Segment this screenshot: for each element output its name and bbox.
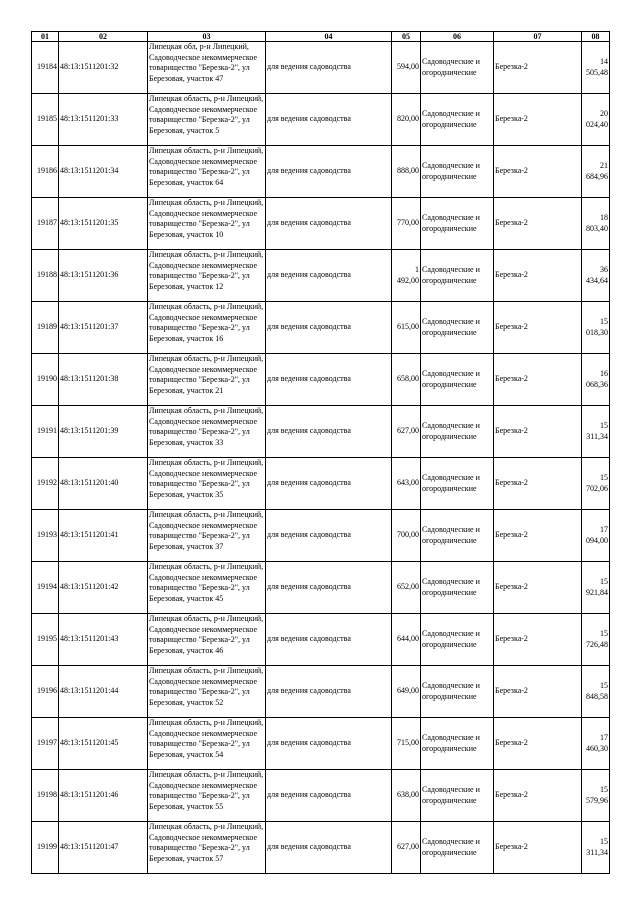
address-text: Липецкая область, р-н Липецкий, Садоводческое некоммерческое товарищество "Березка-2", ул Березовая, участок 52 bbox=[149, 666, 264, 707]
address-text: Липецкая область, р-н Липецкий, Садоводческое некоммерческое товарищество "Березка-2", ул Березовая, участок 64 bbox=[149, 146, 264, 187]
column-header: 08 bbox=[582, 32, 610, 42]
address-cell bbox=[148, 666, 266, 718]
area-cell: 638,00 bbox=[392, 770, 421, 822]
area-cell: 658,00 bbox=[392, 354, 421, 406]
table-row bbox=[32, 198, 610, 250]
category-cell: Садоводческие и огороднические bbox=[421, 770, 494, 822]
row-number-cell: 19196 bbox=[32, 666, 59, 718]
area-cell: 1 492,00 bbox=[392, 250, 421, 302]
partnership-name-cell: Березка-2 bbox=[494, 198, 582, 250]
partnership-name-cell: Березка-2 bbox=[494, 770, 582, 822]
land-use-cell: для ведения садоводства bbox=[266, 458, 392, 510]
table-row bbox=[32, 250, 610, 302]
cadastral-value-cell: 15 579,96 bbox=[582, 770, 610, 822]
cadastral-value-cell: 15 848,58 bbox=[582, 666, 610, 718]
row-number-cell: 19192 bbox=[32, 458, 59, 510]
land-use-cell: для ведения садоводства bbox=[266, 354, 392, 406]
area-cell: 615,00 bbox=[392, 302, 421, 354]
partnership-name-cell: Березка-2 bbox=[494, 406, 582, 458]
cadastral-number-cell: 48:13:1511201:40 bbox=[59, 458, 148, 510]
address-cell bbox=[148, 42, 266, 94]
cadastral-value-cell: 15 018,30 bbox=[582, 302, 610, 354]
cadastral-number-cell: 48:13:1511201:35 bbox=[59, 198, 148, 250]
cadastral-number-cell: 48:13:1511201:46 bbox=[59, 770, 148, 822]
table-body bbox=[32, 42, 610, 874]
land-use-cell: для ведения садоводства bbox=[266, 614, 392, 666]
address-text: Липецкая область, р-н Липецкий, Садоводческое некоммерческое товарищество "Березка-2", ул Березовая, участок 46 bbox=[149, 614, 264, 655]
cadastral-value-cell: 36 434,64 bbox=[582, 250, 610, 302]
row-number-cell: 19194 bbox=[32, 562, 59, 614]
category-cell: Садоводческие и огороднические bbox=[421, 146, 494, 198]
cadastral-value-cell: 17 460,30 bbox=[582, 718, 610, 770]
row-number-cell: 19185 bbox=[32, 94, 59, 146]
land-use-cell: для ведения садоводства bbox=[266, 42, 392, 94]
address-cell bbox=[148, 302, 266, 354]
table-row bbox=[32, 94, 610, 146]
address-cell bbox=[148, 94, 266, 146]
land-use-cell: для ведения садоводства bbox=[266, 510, 392, 562]
table-row bbox=[32, 770, 610, 822]
partnership-name-cell: Березка-2 bbox=[494, 458, 582, 510]
row-number-cell: 19188 bbox=[32, 250, 59, 302]
partnership-name-cell: Березка-2 bbox=[494, 94, 582, 146]
cadastral-number-cell: 48:13:1511201:44 bbox=[59, 666, 148, 718]
row-number-cell: 19197 bbox=[32, 718, 59, 770]
address-text: Липецкая область, р-н Липецкий, Садоводческое некоммерческое товарищество "Березка-2", ул Березовая, участок 54 bbox=[149, 718, 264, 759]
row-number-cell: 19190 bbox=[32, 354, 59, 406]
category-cell: Садоводческие и огороднические bbox=[421, 94, 494, 146]
category-cell: Садоводческие и огороднические bbox=[421, 458, 494, 510]
cadastral-number-cell: 48:13:1511201:38 bbox=[59, 354, 148, 406]
address-cell bbox=[148, 146, 266, 198]
area-cell: 770,00 bbox=[392, 198, 421, 250]
cadastral-value-cell: 15 726,48 bbox=[582, 614, 610, 666]
cadastral-number-cell: 48:13:1511201:36 bbox=[59, 250, 148, 302]
partnership-name-cell: Березка-2 bbox=[494, 718, 582, 770]
cadastral-value-cell: 18 803,40 bbox=[582, 198, 610, 250]
area-cell: 627,00 bbox=[392, 406, 421, 458]
partnership-name-cell: Березка-2 bbox=[494, 614, 582, 666]
area-cell: 888,00 bbox=[392, 146, 421, 198]
address-cell bbox=[148, 458, 266, 510]
cadastral-value-cell: 15 702,06 bbox=[582, 458, 610, 510]
area-cell: 700,00 bbox=[392, 510, 421, 562]
row-number-cell: 19198 bbox=[32, 770, 59, 822]
partnership-name-cell: Березка-2 bbox=[494, 510, 582, 562]
category-cell: Садоводческие и огороднические bbox=[421, 614, 494, 666]
land-use-cell: для ведения садоводства bbox=[266, 770, 392, 822]
table-row bbox=[32, 614, 610, 666]
category-cell: Садоводческие и огороднические bbox=[421, 198, 494, 250]
cadastral-value-cell: 21 684,96 bbox=[582, 146, 610, 198]
table-row bbox=[32, 458, 610, 510]
land-use-cell: для ведения садоводства bbox=[266, 198, 392, 250]
partnership-name-cell: Березка-2 bbox=[494, 302, 582, 354]
address-text: Липецкая область, р-н Липецкий, Садоводческое некоммерческое товарищество "Березка-2", ул Березовая, участок 35 bbox=[149, 458, 264, 499]
table-row bbox=[32, 354, 610, 406]
address-text: Липецкая область, р-н Липецкий, Садоводческое некоммерческое товарищество "Березка-2", ул Березовая, участок 37 bbox=[149, 510, 264, 551]
column-header: 02 bbox=[59, 32, 148, 42]
land-use-cell: для ведения садоводства bbox=[266, 406, 392, 458]
column-header: 01 bbox=[32, 32, 59, 42]
area-cell: 715,00 bbox=[392, 718, 421, 770]
land-use-cell: для ведения садоводства bbox=[266, 250, 392, 302]
category-cell: Садоводческие и огороднические bbox=[421, 666, 494, 718]
category-cell: Садоводческие и огороднические bbox=[421, 510, 494, 562]
partnership-name-cell: Березка-2 bbox=[494, 562, 582, 614]
column-header: 07 bbox=[494, 32, 582, 42]
category-cell: Садоводческие и огороднические bbox=[421, 406, 494, 458]
address-text: Липецкая область, р-н Липецкий, Садоводческое некоммерческое товарищество "Березка-2", ул Березовая, участок 5 bbox=[149, 94, 264, 135]
address-text: Липецкая область, р-н Липецкий, Садоводческое некоммерческое товарищество "Березка-2", ул Березовая, участок 21 bbox=[149, 354, 264, 395]
address-text: Липецкая область, р-н Липецкий, Садоводческое некоммерческое товарищество "Березка-2", ул Березовая, участок 55 bbox=[149, 770, 264, 811]
address-text: Липецкая область, р-н Липецкий, Садоводческое некоммерческое товарищество "Березка-2", ул Березовая, участок 45 bbox=[149, 562, 264, 603]
land-use-cell: для ведения садоводства bbox=[266, 718, 392, 770]
cadastral-value-cell: 17 094,00 bbox=[582, 510, 610, 562]
cadastral-number-cell: 48:13:1511201:32 bbox=[59, 42, 148, 94]
cadastral-number-cell: 48:13:1511201:34 bbox=[59, 146, 148, 198]
cadastral-value-cell: 15 921,84 bbox=[582, 562, 610, 614]
column-header: 05 bbox=[392, 32, 421, 42]
table-row bbox=[32, 562, 610, 614]
address-text: Липецкая обл, р-н Липецкий, Садоводческое некоммерческое товарищество "Березка-2", ул Березовая, участок 47 bbox=[149, 42, 258, 83]
table-row bbox=[32, 718, 610, 770]
table-row bbox=[32, 42, 610, 94]
address-cell bbox=[148, 770, 266, 822]
table-row bbox=[32, 146, 610, 198]
land-use-cell: для ведения садоводства bbox=[266, 94, 392, 146]
row-number-cell: 19191 bbox=[32, 406, 59, 458]
cadastral-value-cell: 14 505,48 bbox=[582, 42, 610, 94]
cadastral-number-cell: 48:13:1511201:43 bbox=[59, 614, 148, 666]
address-cell bbox=[148, 822, 266, 874]
address-cell bbox=[148, 562, 266, 614]
address-text: Липецкая область, р-н Липецкий, Садоводческое некоммерческое товарищество "Березка-2", ул Березовая, участок 57 bbox=[149, 822, 264, 863]
area-cell: 644,00 bbox=[392, 614, 421, 666]
category-cell: Садоводческие и огороднические bbox=[421, 250, 494, 302]
cadastral-number-cell: 48:13:1511201:41 bbox=[59, 510, 148, 562]
category-cell: Садоводческие и огороднические bbox=[421, 42, 494, 94]
row-number-cell: 19184 bbox=[32, 42, 59, 94]
address-cell bbox=[148, 718, 266, 770]
table-row bbox=[32, 822, 610, 874]
column-header: 04 bbox=[266, 32, 392, 42]
land-use-cell: для ведения садоводства bbox=[266, 666, 392, 718]
partnership-name-cell: Березка-2 bbox=[494, 250, 582, 302]
header-row bbox=[32, 32, 610, 42]
address-cell bbox=[148, 614, 266, 666]
cadastral-number-cell: 48:13:1511201:42 bbox=[59, 562, 148, 614]
area-cell: 594,00 bbox=[392, 42, 421, 94]
address-text: Липецкая область, р-н Липецкий, Садоводческое некоммерческое товарищество "Березка-2", ул Березовая, участок 12 bbox=[149, 250, 264, 291]
area-cell: 643,00 bbox=[392, 458, 421, 510]
cadastral-number-cell: 48:13:1511201:37 bbox=[59, 302, 148, 354]
category-cell: Садоводческие и огороднические bbox=[421, 562, 494, 614]
cadastral-value-cell: 15 311,34 bbox=[582, 822, 610, 874]
land-use-cell: для ведения садоводства bbox=[266, 562, 392, 614]
cadastral-number-cell: 48:13:1511201:47 bbox=[59, 822, 148, 874]
partnership-name-cell: Березка-2 bbox=[494, 42, 582, 94]
land-use-cell: для ведения садоводства bbox=[266, 302, 392, 354]
cadastral-value-cell: 15 311,34 bbox=[582, 406, 610, 458]
land-use-cell: для ведения садоводства bbox=[266, 146, 392, 198]
row-number-cell: 19189 bbox=[32, 302, 59, 354]
address-cell bbox=[148, 198, 266, 250]
category-cell: Садоводческие и огороднические bbox=[421, 822, 494, 874]
address-cell bbox=[148, 354, 266, 406]
land-use-cell: для ведения садоводства bbox=[266, 822, 392, 874]
partnership-name-cell: Березка-2 bbox=[494, 354, 582, 406]
row-number-cell: 19187 bbox=[32, 198, 59, 250]
cadastral-number-cell: 48:13:1511201:33 bbox=[59, 94, 148, 146]
address-cell bbox=[148, 510, 266, 562]
category-cell: Садоводческие и огороднические bbox=[421, 718, 494, 770]
address-cell bbox=[148, 406, 266, 458]
cadastral-number-cell: 48:13:1511201:45 bbox=[59, 718, 148, 770]
row-number-cell: 19193 bbox=[32, 510, 59, 562]
category-cell: Садоводческие и огороднические bbox=[421, 302, 494, 354]
row-number-cell: 19195 bbox=[32, 614, 59, 666]
area-cell: 649,00 bbox=[392, 666, 421, 718]
table-row bbox=[32, 302, 610, 354]
address-text: Липецкая область, р-н Липецкий, Садоводческое некоммерческое товарищество "Березка-2", ул Березовая, участок 33 bbox=[149, 406, 264, 447]
address-text: Липецкая область, р-н Липецкий, Садоводческое некоммерческое товарищество "Березка-2", ул Березовая, участок 16 bbox=[149, 302, 264, 343]
table-row bbox=[32, 406, 610, 458]
cadastral-value-cell: 16 068,36 bbox=[582, 354, 610, 406]
column-header: 03 bbox=[148, 32, 266, 42]
partnership-name-cell: Березка-2 bbox=[494, 822, 582, 874]
column-header: 06 bbox=[421, 32, 494, 42]
area-cell: 820,00 bbox=[392, 94, 421, 146]
area-cell: 627,00 bbox=[392, 822, 421, 874]
partnership-name-cell: Березка-2 bbox=[494, 666, 582, 718]
cadastral-number-cell: 48:13:1511201:39 bbox=[59, 406, 148, 458]
row-number-cell: 19199 bbox=[32, 822, 59, 874]
area-cell: 652,00 bbox=[392, 562, 421, 614]
table-row bbox=[32, 666, 610, 718]
table-row bbox=[32, 510, 610, 562]
row-number-cell: 19186 bbox=[32, 146, 59, 198]
address-cell bbox=[148, 250, 266, 302]
address-text: Липецкая область, р-н Липецкий, Садоводческое некоммерческое товарищество "Березка-2", ул Березовая, участок 10 bbox=[149, 198, 264, 239]
land-registry-table bbox=[31, 31, 610, 874]
partnership-name-cell: Березка-2 bbox=[494, 146, 582, 198]
cadastral-value-cell: 20 024,40 bbox=[582, 94, 610, 146]
category-cell: Садоводческие и огороднические bbox=[421, 354, 494, 406]
